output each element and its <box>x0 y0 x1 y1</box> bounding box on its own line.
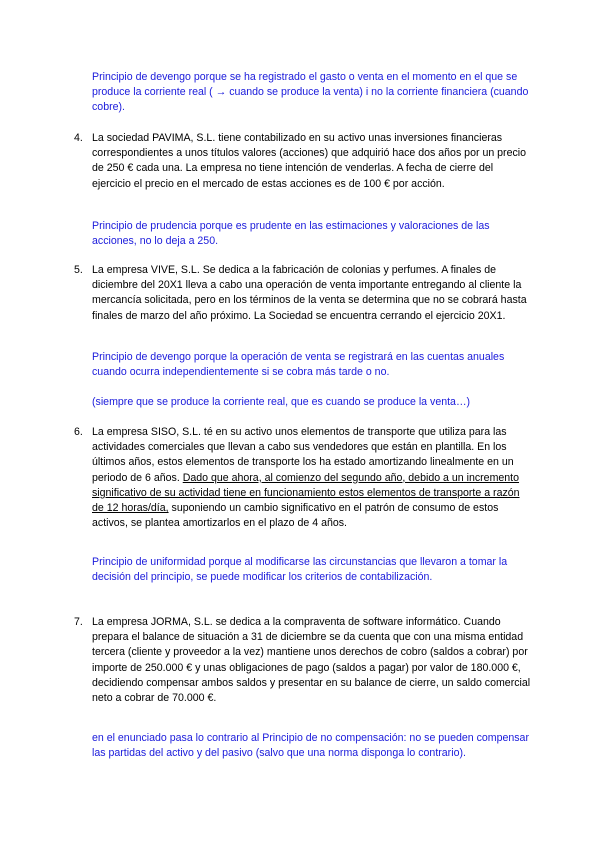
item-question: La empresa VIVE, S.L. Se dedica a la fabricación de colonias y perfumes. A finales de diciembre del 20X1 lleva a cabo una operación de venta importante entregando al cliente la mercancía solicitada, pero en los términos de la venta se determina que no se cobrará hasta finales de marzo del año próximo. La Sociedad se encuentra cerrando el ejercicio 20X1. <box>92 264 527 322</box>
item-number: 5. <box>74 264 83 276</box>
item-answer: Principio de devengo porque la operación de venta se registrará en las cuentas anuales cuando ocurra independientemente si se cobra más tarde o no. <box>92 351 505 379</box>
item-answer-note: (siempre que se produce la corriente real, que es cuando se produce la venta…) <box>92 396 471 408</box>
question-text-end: suponiendo un cambio significativo en el patrón de consumo de estos activos, se plantea amortizarlos en el plazo de 4 años. <box>92 502 499 530</box>
item-number: 4. <box>74 132 83 144</box>
item-answer: en el enunciado pasa lo contrario al Principio de no compensación: no se pueden compensar las partidas del activo y del pasivo (salvo que una norma disponga lo contrario). <box>92 732 529 760</box>
item-answer: Principio de prudencia porque es prudente en las estimaciones y valoraciones de las acciones, no lo deja a 250. <box>92 220 490 248</box>
question-text: La empresa SISO, S.L. té en su activo unos elementos de transporte que utiliza para las actividades comerciales que llevan a cabo sus vendedores que están en plantilla. En los últimos años, estos elementos de transporte los ha estado amortizando linealmente en un periodo de 6 años. <box>92 426 514 484</box>
item-number: 7. <box>74 616 83 628</box>
item-question <box>92 425 532 531</box>
item-question: La sociedad PAVIMA, S.L. tiene contabilizado en su activo unas inversiones financieras correspondientes a unos títulos valores (acciones) que adquirió hace dos años por un precio de 250 € cada una. La empresa no tiene intención de venderlas. A fecha de cierre del ejercicio el precio en el mercado de estas acciones es de 100 € por acción. <box>92 132 527 190</box>
underlined-question-text: Dado que ahora, al comienzo del segundo año, debido a un incremento significativo de su actividad tiene en funcionamiento estos elementos de transporte a razón de 12 horas/día, <box>92 471 520 515</box>
intro-answer: Principio de devengo porque se ha registrado el gasto o venta en el momento en el que se produce la corriente real ( → cuando se produce la venta) i no la corriente financiera (cuando cobre). <box>92 71 529 114</box>
item-answer: Principio de uniformidad porque al modificarse las circunstancias que llevaron a tomar la decisión del principio, se puede modificar los criterios de contabilización. <box>92 556 508 584</box>
item-question: La empresa JORMA, S.L. se dedica a la compraventa de software informático. Cuando prepara el balance de situación a 31 de diciembre se da cuenta que con una misma entidad tercera (cliente y proveedor a la vez) mantiene unos derechos de cobro (saldos a cobrar) por importe de 250.000 € y unas obligaciones de pago (saldos a pagar) por valor de 180.000 €, decidiendo compensar ambos saldos y presentar en su balance de cierre, un saldo comercial neto a cobrar de 70.000 €. <box>92 616 531 705</box>
item-number: 6. <box>74 426 83 438</box>
